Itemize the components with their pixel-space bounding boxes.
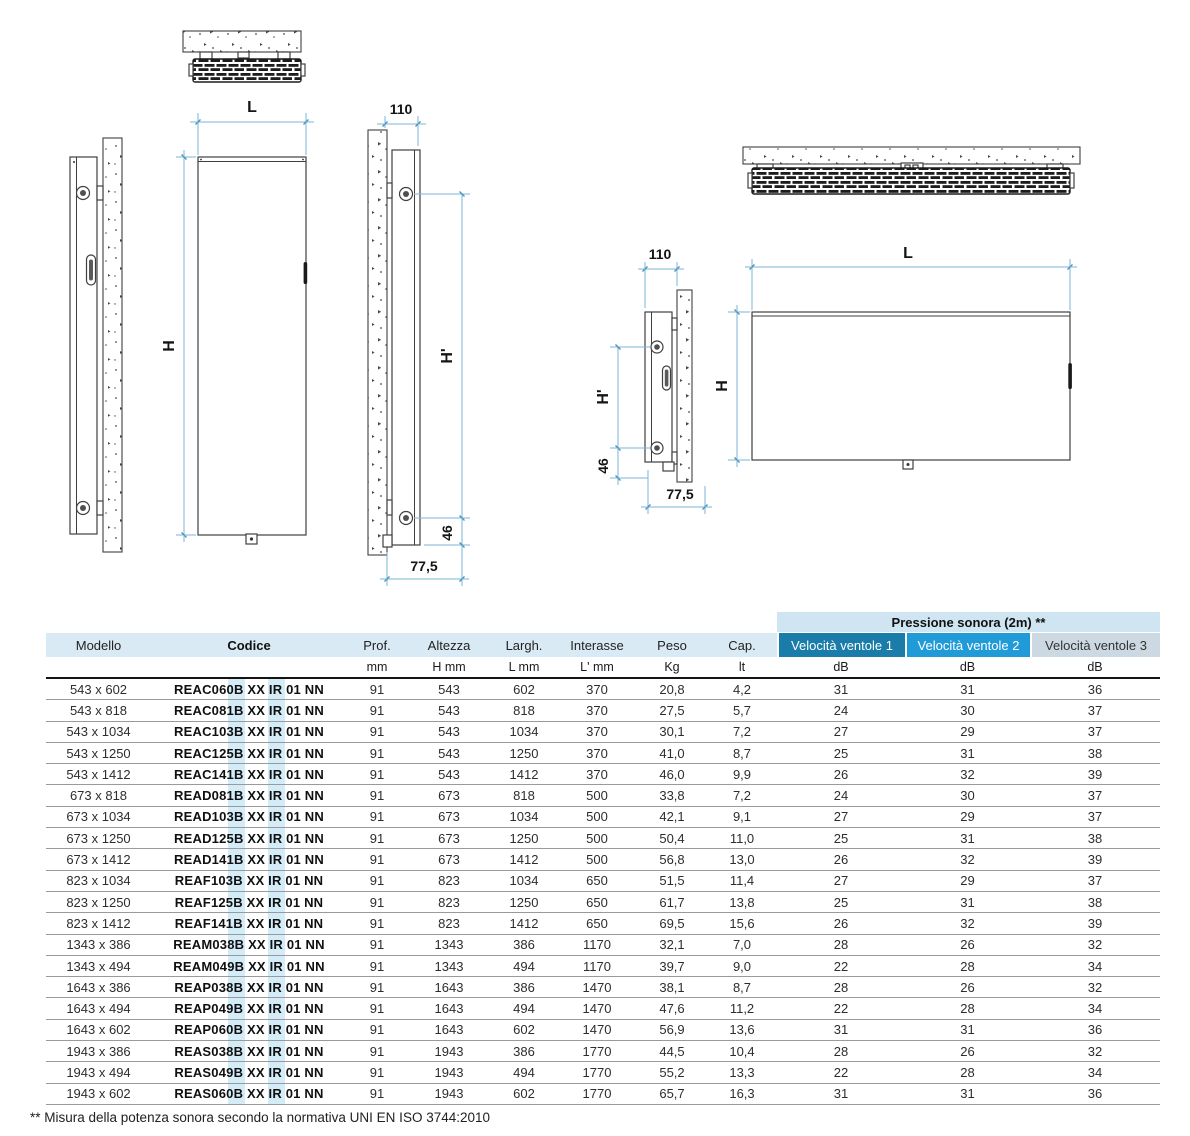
cell: 1770 xyxy=(582,1043,612,1059)
cell: 32 xyxy=(1087,979,1103,995)
cell: 673 xyxy=(438,809,460,825)
cell: 25 xyxy=(833,745,849,761)
cell: 91 xyxy=(369,1022,385,1038)
cell: 31 xyxy=(833,1086,849,1102)
unit-cell: lt xyxy=(738,660,746,674)
cell: 370 xyxy=(586,724,608,740)
cell: 31 xyxy=(960,745,975,761)
cell: 26 xyxy=(833,766,849,782)
unit-cell: mm xyxy=(366,660,388,674)
fan-grille xyxy=(752,168,1070,194)
cell: 36 xyxy=(1087,1022,1103,1038)
cell-codice: READ125B XX IR 01 NN xyxy=(174,830,324,846)
table-row xyxy=(46,998,1160,1019)
cell: 1170 xyxy=(583,937,611,953)
dim-interaxis-label: H' xyxy=(439,348,456,364)
sound-pressure-banner-row xyxy=(46,612,1160,632)
cell: 30 xyxy=(960,788,975,804)
cell: 818 xyxy=(513,788,535,804)
cell: 32 xyxy=(1087,937,1103,953)
column-header: Largh. xyxy=(491,633,557,657)
cell: 602 xyxy=(513,1086,535,1102)
cell: 1643 x 602 xyxy=(66,1022,131,1038)
cell: 38 xyxy=(1087,830,1103,846)
cell: 91 xyxy=(369,915,385,931)
footnote: ** Misura della potenza sonora secondo la normativa UNI EN ISO 3744:2010 xyxy=(30,1110,491,1125)
units-row xyxy=(46,657,1160,679)
cell: 1034 xyxy=(509,724,539,740)
cell: 24 xyxy=(833,788,849,804)
cell: 602 xyxy=(513,681,535,697)
drawing-horizontal-front-view xyxy=(714,245,1077,469)
column-header: Velocità ventole 2 xyxy=(905,633,1030,657)
dim-width-label: L xyxy=(903,245,913,262)
dim-valve-offset-label: 77,5 xyxy=(666,486,694,502)
table-row xyxy=(46,1062,1160,1083)
dim-bottom-offset-label: 46 xyxy=(439,525,455,541)
cell: 13,6 xyxy=(729,1022,755,1038)
cell-codice: REAS049B XX IR 01 NN xyxy=(174,1064,324,1080)
cell: 51,5 xyxy=(659,873,685,889)
table-row xyxy=(46,679,1160,700)
cell: 28 xyxy=(960,1001,975,1017)
cell: 30 xyxy=(960,702,975,718)
cell: 25 xyxy=(833,894,849,910)
drawing-vertical-side-view xyxy=(70,138,122,552)
cell: 91 xyxy=(369,745,385,761)
cell: 1170 xyxy=(583,958,611,974)
cell: 91 xyxy=(369,1043,385,1059)
cell-codice: READ141B XX IR 01 NN xyxy=(174,852,324,868)
cell: 1943 x 602 xyxy=(66,1086,131,1102)
cell: 9,9 xyxy=(732,766,752,782)
dim-width-label: L xyxy=(247,99,257,116)
cell-codice: REAC081B XX IR 01 NN xyxy=(174,702,324,718)
dim-bottom-offset-label: 46 xyxy=(595,458,611,474)
table-row xyxy=(46,871,1160,892)
cell: 500 xyxy=(586,788,608,804)
cell: 39 xyxy=(1087,915,1103,931)
table-row xyxy=(46,892,1160,913)
cell: 29 xyxy=(960,809,975,825)
cell: 56,8 xyxy=(659,852,685,868)
cell: 27,5 xyxy=(659,702,685,718)
cell: 39,7 xyxy=(659,958,685,974)
cell: 91 xyxy=(369,1086,385,1102)
cell: 37 xyxy=(1087,724,1103,740)
cell: 38 xyxy=(1087,894,1103,910)
cell: 1943 xyxy=(434,1086,464,1102)
cell: 41,0 xyxy=(659,745,685,761)
cell-codice: REAP049B XX IR 01 NN xyxy=(174,1001,324,1017)
table-row xyxy=(46,956,1160,977)
cell: 27 xyxy=(833,873,849,889)
unit-cell: dB xyxy=(833,660,849,674)
cell: 1643 xyxy=(434,1001,464,1017)
cell: 27 xyxy=(833,724,849,740)
cell: 650 xyxy=(586,894,608,910)
table-row xyxy=(46,764,1160,785)
cell: 36 xyxy=(1087,1086,1103,1102)
cell: 65,7 xyxy=(659,1086,685,1102)
table-row xyxy=(46,743,1160,764)
cell: 1343 xyxy=(434,937,464,953)
table-row xyxy=(46,700,1160,721)
cell: 1770 xyxy=(582,1086,612,1102)
cell: 31 xyxy=(960,894,975,910)
cell: 673 x 1250 xyxy=(66,830,131,846)
table-row xyxy=(46,785,1160,806)
unit-cell xyxy=(151,657,347,677)
cell: 31 xyxy=(833,1022,849,1038)
table-row xyxy=(46,913,1160,934)
cell: 5,7 xyxy=(732,702,752,718)
table-row xyxy=(46,849,1160,870)
cell: 1470 xyxy=(582,979,612,995)
unit-cell: H mm xyxy=(432,660,466,674)
cell: 1470 xyxy=(582,1022,612,1038)
column-header: Modello xyxy=(46,633,151,657)
cell: 13,8 xyxy=(729,894,755,910)
cell: 494 xyxy=(513,1064,535,1080)
cell: 1250 xyxy=(509,745,539,761)
cell: 650 xyxy=(586,915,608,931)
cell: 22 xyxy=(833,1064,849,1080)
cell: 91 xyxy=(369,958,385,974)
cell: 91 xyxy=(369,1001,385,1017)
cell: 543 xyxy=(438,681,460,697)
cell: 38,1 xyxy=(659,979,685,995)
cell: 1343 x 386 xyxy=(66,937,131,953)
cell: 1470 xyxy=(582,1001,612,1017)
sound-pressure-banner: Pressione sonora (2m) ** xyxy=(777,612,1160,632)
cell: 1412 xyxy=(509,915,539,931)
cell: 28 xyxy=(833,979,849,995)
cell: 31 xyxy=(960,1086,975,1102)
cell: 500 xyxy=(586,852,608,868)
cell-codice: REAM049B XX IR 01 NN xyxy=(173,958,325,974)
cell: 26 xyxy=(960,1043,975,1059)
cell: 602 xyxy=(513,1022,535,1038)
cell: 91 xyxy=(369,681,385,697)
cell: 370 xyxy=(586,745,608,761)
dim-depth-label: 110 xyxy=(648,246,672,262)
cell-codice: READ081B XX IR 01 NN xyxy=(174,788,324,804)
cell: 37 xyxy=(1087,873,1103,889)
cell: 673 x 1412 xyxy=(66,852,131,868)
cell: 11,4 xyxy=(729,873,755,889)
cell: 91 xyxy=(369,894,385,910)
cell-codice: REAP060B XX IR 01 NN xyxy=(174,1022,324,1038)
cell: 32 xyxy=(960,915,975,931)
cell: 91 xyxy=(369,1064,385,1080)
cell: 34 xyxy=(1087,958,1103,974)
cell: 91 xyxy=(369,873,385,889)
cell-codice: REAF103B XX IR 01 NN xyxy=(174,873,324,889)
cell: 7,2 xyxy=(732,788,752,804)
drawing-vertical-plan-view xyxy=(183,31,305,82)
banner-spacer xyxy=(46,612,777,632)
cell: 36 xyxy=(1087,681,1103,697)
cell: 91 xyxy=(369,788,385,804)
cell: 818 xyxy=(513,702,535,718)
cell: 61,7 xyxy=(659,894,685,910)
column-header: Interasse xyxy=(557,633,637,657)
cell: 91 xyxy=(369,852,385,868)
cell: 673 xyxy=(438,788,460,804)
column-header: Peso xyxy=(637,633,707,657)
cell-codice: REAS060B XX IR 01 NN xyxy=(174,1086,324,1102)
cell: 11,0 xyxy=(729,830,755,846)
drawing-horizontal-side-view xyxy=(595,246,712,514)
cell: 8,7 xyxy=(732,979,752,995)
column-header: Codice xyxy=(151,633,347,657)
unit-cell xyxy=(46,657,151,677)
cell: 1343 x 494 xyxy=(66,958,131,974)
cell: 543 x 602 xyxy=(69,681,128,697)
cell-codice: REAF141B XX IR 01 NN xyxy=(174,915,324,931)
cell: 47,6 xyxy=(659,1001,685,1017)
drawing-vertical-front-view xyxy=(161,99,314,544)
cell: 91 xyxy=(369,937,385,953)
cell: 37 xyxy=(1087,809,1103,825)
cell: 1643 x 386 xyxy=(66,979,131,995)
fan-grille xyxy=(193,59,301,82)
handle-notch xyxy=(1068,363,1072,389)
cell: 91 xyxy=(369,979,385,995)
cell: 673 x 1034 xyxy=(66,809,131,825)
cell-codice: REAF125B XX IR 01 NN xyxy=(174,894,324,910)
cell: 56,9 xyxy=(659,1022,685,1038)
cell: 1643 x 494 xyxy=(66,1001,131,1017)
cell: 37 xyxy=(1087,702,1103,718)
dim-height-label: H xyxy=(714,380,731,392)
cell: 1943 xyxy=(434,1043,464,1059)
cell: 91 xyxy=(369,702,385,718)
cell: 1250 xyxy=(509,830,539,846)
cell: 31 xyxy=(833,681,849,697)
cell: 386 xyxy=(513,937,535,953)
cell-codice: REAC060B XX IR 01 NN xyxy=(174,681,324,697)
cell: 1643 xyxy=(434,1022,464,1038)
cell: 27 xyxy=(833,809,849,825)
table-row xyxy=(46,807,1160,828)
unit-cell: L mm xyxy=(508,660,540,674)
cell: 11,2 xyxy=(729,1001,755,1017)
cell: 386 xyxy=(513,979,535,995)
dim-interaxis-label: H' xyxy=(595,389,612,405)
cell-codice: REAC141B XX IR 01 NN xyxy=(174,766,324,782)
cell: 1412 xyxy=(509,766,539,782)
cell: 39 xyxy=(1087,852,1103,868)
cell: 10,4 xyxy=(729,1043,755,1059)
cell: 500 xyxy=(586,809,608,825)
cell: 13,3 xyxy=(729,1064,755,1080)
table-row xyxy=(46,1084,1160,1105)
cell: 13,0 xyxy=(729,852,755,868)
cell: 1034 xyxy=(509,873,539,889)
table-row xyxy=(46,935,1160,956)
cell: 823 xyxy=(438,915,460,931)
cell: 32,1 xyxy=(659,937,685,953)
cell: 9,0 xyxy=(732,958,752,974)
cell: 494 xyxy=(513,958,535,974)
column-header: Velocità ventole 1 xyxy=(777,633,905,657)
cell: 673 x 818 xyxy=(69,788,128,804)
dim-valve-offset-label: 77,5 xyxy=(410,558,438,574)
cell: 24 xyxy=(833,702,849,718)
cell: 25 xyxy=(833,830,849,846)
cell: 91 xyxy=(369,766,385,782)
cell: 91 xyxy=(369,809,385,825)
cell: 32 xyxy=(1087,1043,1103,1059)
cell: 543 x 1412 xyxy=(66,766,131,782)
cell: 26 xyxy=(960,937,975,953)
cell: 370 xyxy=(586,766,608,782)
cell-codice: REAC103B XX IR 01 NN xyxy=(174,724,324,740)
cell: 20,8 xyxy=(659,681,685,697)
cell: 33,8 xyxy=(659,788,685,804)
table-row xyxy=(46,722,1160,743)
cell: 1343 xyxy=(434,958,464,974)
cell: 91 xyxy=(369,830,385,846)
cell: 7,2 xyxy=(732,724,752,740)
table-body xyxy=(46,679,1160,1105)
cell: 543 xyxy=(438,702,460,718)
cell: 543 xyxy=(438,724,460,740)
cell: 31 xyxy=(960,681,975,697)
cell: 34 xyxy=(1087,1064,1103,1080)
table-row xyxy=(46,1041,1160,1062)
cell: 823 xyxy=(438,894,460,910)
cell: 1643 xyxy=(434,979,464,995)
cell: 1412 xyxy=(509,852,539,868)
cell: 1770 xyxy=(582,1064,612,1080)
cell: 543 x 1250 xyxy=(66,745,131,761)
cell: 4,2 xyxy=(732,681,752,697)
dim-height-label: H xyxy=(161,340,178,352)
table-row xyxy=(46,977,1160,998)
cell: 26 xyxy=(833,852,849,868)
cell: 494 xyxy=(513,1001,535,1017)
column-header: Cap. xyxy=(707,633,777,657)
cell: 1250 xyxy=(509,894,539,910)
column-header: Velocità ventole 3 xyxy=(1030,633,1160,657)
cell: 370 xyxy=(586,702,608,718)
cell: 9,1 xyxy=(732,809,752,825)
cell: 386 xyxy=(513,1043,535,1059)
cell: 55,2 xyxy=(659,1064,685,1080)
slot-opening-icon xyxy=(87,255,96,285)
cell: 34 xyxy=(1087,1001,1103,1017)
cell: 39 xyxy=(1087,766,1103,782)
cell: 28 xyxy=(833,1043,849,1059)
cell: 543 x 1034 xyxy=(66,724,131,740)
cell: 1943 x 386 xyxy=(66,1043,131,1059)
table-row xyxy=(46,828,1160,849)
cell: 16,3 xyxy=(729,1086,755,1102)
drawing-horizontal-plan-view xyxy=(743,147,1080,194)
cell: 370 xyxy=(586,681,608,697)
cell: 29 xyxy=(960,724,975,740)
cell: 1943 xyxy=(434,1064,464,1080)
cell: 673 xyxy=(438,852,460,868)
cell: 823 x 1034 xyxy=(66,873,131,889)
cell: 28 xyxy=(833,937,849,953)
cell: 31 xyxy=(960,1022,975,1038)
cell-codice: READ103B XX IR 01 NN xyxy=(174,809,324,825)
cell: 22 xyxy=(833,958,849,974)
cell: 1943 x 494 xyxy=(66,1064,131,1080)
cell: 823 xyxy=(438,873,460,889)
cell-codice: REAM038B XX IR 01 NN xyxy=(173,937,325,953)
header-row xyxy=(46,633,1160,657)
cell-codice: REAC125B XX IR 01 NN xyxy=(174,745,324,761)
cell: 823 x 1412 xyxy=(66,915,131,931)
cell: 26 xyxy=(960,979,975,995)
cell-codice: REAS038B XX IR 01 NN xyxy=(174,1043,324,1059)
handle-notch xyxy=(304,262,308,284)
cell-codice: REAP038B XX IR 01 NN xyxy=(174,979,324,995)
cell: 673 xyxy=(438,830,460,846)
cell: 7,0 xyxy=(732,937,752,953)
cell: 31 xyxy=(960,830,975,846)
dim-depth-label: 110 xyxy=(389,101,413,117)
cell: 42,1 xyxy=(659,809,685,825)
cell: 32 xyxy=(960,852,975,868)
cell: 30,1 xyxy=(659,724,685,740)
cell: 28 xyxy=(960,958,975,974)
cell: 650 xyxy=(586,873,608,889)
column-header: Altezza xyxy=(407,633,491,657)
cell: 50,4 xyxy=(659,830,685,846)
cell: 91 xyxy=(369,724,385,740)
cell: 28 xyxy=(960,1064,975,1080)
cell: 543 x 818 xyxy=(69,702,128,718)
cell: 69,5 xyxy=(659,915,685,931)
cell: 38 xyxy=(1087,745,1103,761)
table-row xyxy=(46,1020,1160,1041)
cell: 543 xyxy=(438,745,460,761)
column-header: Prof. xyxy=(347,633,407,657)
cell: 1034 xyxy=(509,809,539,825)
unit-cell: dB xyxy=(959,660,976,674)
cell: 543 xyxy=(438,766,460,782)
unit-cell: Kg xyxy=(664,660,680,674)
cell: 37 xyxy=(1087,788,1103,804)
unit-cell: L' mm xyxy=(580,660,614,674)
cell: 44,5 xyxy=(659,1043,685,1059)
cell: 46,0 xyxy=(659,766,685,782)
cell: 500 xyxy=(586,830,608,846)
cell: 32 xyxy=(960,766,975,782)
cell: 823 x 1250 xyxy=(66,894,131,910)
specifications-table xyxy=(46,612,1160,1105)
drawing-vertical-side-dim-view xyxy=(368,101,470,586)
unit-cell: dB xyxy=(1087,660,1103,674)
cell: 29 xyxy=(960,873,975,889)
cell: 8,7 xyxy=(732,745,752,761)
cell: 26 xyxy=(833,915,849,931)
cell: 22 xyxy=(833,1001,849,1017)
slot-opening-icon xyxy=(663,366,671,390)
cell: 15,6 xyxy=(729,915,755,931)
